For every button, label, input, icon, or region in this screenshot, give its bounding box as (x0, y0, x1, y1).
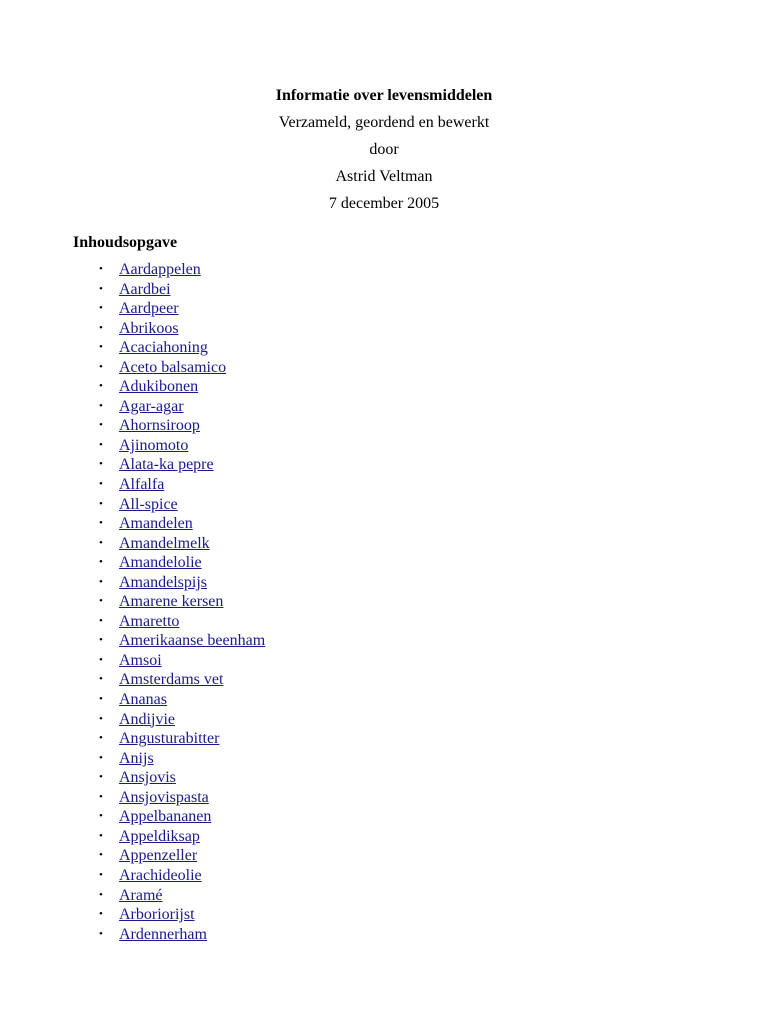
bullet-icon: • (99, 399, 103, 412)
toc-link[interactable]: Amandelolie (119, 554, 202, 572)
bullet-icon: • (99, 712, 103, 725)
toc-link[interactable]: Ardennerham (119, 925, 207, 943)
bullet-icon: • (99, 751, 103, 764)
toc-item (0, 358, 265, 378)
toc-item (0, 925, 265, 945)
toc-item (0, 749, 265, 769)
bullet-icon: • (99, 908, 103, 921)
bullet-icon: • (99, 771, 103, 784)
toc-link[interactable]: Amsterdams vet (119, 671, 224, 689)
toc-link[interactable]: Amsoi (119, 651, 162, 669)
toc-item (0, 377, 265, 397)
toc-item (0, 670, 265, 690)
toc-item (0, 553, 265, 573)
bullet-icon: • (99, 517, 103, 530)
bullet-icon: • (99, 419, 103, 432)
toc-link[interactable]: Anijs (119, 749, 154, 767)
bullet-icon: • (99, 536, 103, 549)
toc-link[interactable]: Aceto balsamico (119, 358, 227, 376)
toc-link[interactable]: Amandelspijs (119, 573, 207, 591)
toc-item (0, 866, 265, 886)
document-header (0, 82, 768, 217)
bullet-icon: • (99, 595, 103, 608)
toc-item (0, 338, 265, 358)
toc-link[interactable]: Aramé (119, 886, 163, 904)
toc-item (0, 651, 265, 671)
toc-link[interactable]: Ansjovispasta (119, 788, 209, 806)
toc-link[interactable]: All-spice (119, 495, 178, 513)
bullet-icon: • (99, 868, 103, 881)
bullet-icon: • (99, 614, 103, 627)
toc-item (0, 260, 265, 280)
toc-link[interactable]: Ajinomoto (119, 436, 189, 454)
bullet-icon: • (99, 732, 103, 745)
toc-heading: Inhoudsopgave (73, 234, 178, 251)
toc-item (0, 690, 265, 710)
toc-item (0, 436, 265, 456)
toc-link[interactable]: Aardbei (119, 280, 171, 298)
toc-link[interactable]: Ansjovis (119, 769, 176, 787)
document-date: 7 december 2005 (328, 195, 440, 212)
bullet-icon: • (99, 575, 103, 588)
toc-item (0, 729, 265, 749)
toc-link[interactable]: Alfalfa (119, 476, 165, 494)
toc-item (0, 280, 265, 300)
toc-item (0, 827, 265, 847)
bullet-icon: • (99, 693, 103, 706)
toc-item (0, 592, 265, 612)
toc-link[interactable]: Appelbananen (119, 808, 212, 826)
toc-item (0, 299, 265, 319)
toc-item (0, 573, 265, 593)
document-by-line: door (369, 141, 399, 158)
toc-link[interactable]: Amandelen (119, 515, 193, 533)
bullet-icon: • (99, 321, 103, 334)
toc-item (0, 612, 265, 632)
toc-link[interactable]: Amerikaanse beenham (119, 632, 266, 650)
bullet-icon: • (99, 380, 103, 393)
bullet-icon: • (99, 556, 103, 569)
bullet-icon: • (99, 888, 103, 901)
toc-link[interactable]: Acaciahoning (119, 339, 208, 357)
toc-item (0, 846, 265, 866)
toc-item (0, 788, 265, 808)
toc-item (0, 319, 265, 339)
toc-item (0, 807, 265, 827)
toc-link[interactable]: Amandelmelk (119, 534, 210, 552)
toc-link[interactable]: Arachideolie (119, 866, 202, 884)
toc-item (0, 514, 265, 534)
toc-item (0, 455, 265, 475)
toc-item (0, 905, 265, 925)
toc-link[interactable]: Abrikoos (119, 319, 179, 337)
document-author: Astrid Veltman (335, 168, 433, 185)
document-title: Informatie over levensmiddelen (275, 87, 493, 104)
document-subtitle: Verzameld, geordend en bewerkt (278, 114, 490, 131)
toc-list (0, 260, 265, 944)
bullet-icon: • (99, 341, 103, 354)
toc-link[interactable]: Appeldiksap (119, 827, 200, 845)
toc-link[interactable]: Aardappelen (119, 261, 201, 278)
toc-item (0, 710, 265, 730)
bullet-icon: • (99, 458, 103, 471)
toc-item (0, 495, 265, 515)
bullet-icon: • (99, 497, 103, 510)
bullet-icon: • (99, 302, 103, 315)
bullet-icon: • (99, 438, 103, 451)
toc-link[interactable]: Ananas (119, 691, 167, 709)
toc-link[interactable]: Amarene kersen (119, 593, 224, 611)
toc-item (0, 534, 265, 554)
toc-link[interactable]: Adukibonen (119, 378, 199, 396)
toc-link[interactable]: Alata-ka pepre (119, 456, 214, 474)
bullet-icon: • (99, 849, 103, 862)
bullet-icon: • (99, 282, 103, 295)
bullet-icon: • (99, 263, 103, 275)
toc-item (0, 768, 265, 788)
bullet-icon: • (99, 829, 103, 842)
toc-link[interactable]: Ahornsiroop (119, 417, 200, 435)
toc-link[interactable]: Arboriorijst (119, 906, 195, 924)
bullet-icon: • (99, 927, 103, 940)
bullet-icon: • (99, 478, 103, 491)
bullet-icon: • (99, 790, 103, 803)
toc-item (0, 397, 265, 417)
toc-link[interactable]: Angusturabitter (119, 730, 220, 748)
bullet-icon: • (99, 634, 103, 647)
toc-item (0, 631, 265, 651)
toc-item (0, 886, 265, 906)
toc-item (0, 475, 265, 495)
bullet-icon: • (99, 673, 103, 686)
toc-link[interactable]: Appenzeller (119, 847, 198, 865)
toc-link[interactable]: Amaretto (119, 612, 180, 630)
bullet-icon: • (99, 810, 103, 823)
bullet-icon: • (99, 360, 103, 373)
bullet-icon: • (99, 653, 103, 666)
toc-item (0, 416, 265, 436)
toc-link[interactable]: Agar-agar (119, 397, 184, 415)
toc-link[interactable]: Aardpeer (119, 300, 179, 318)
toc-link[interactable]: Andijvie (119, 710, 175, 728)
